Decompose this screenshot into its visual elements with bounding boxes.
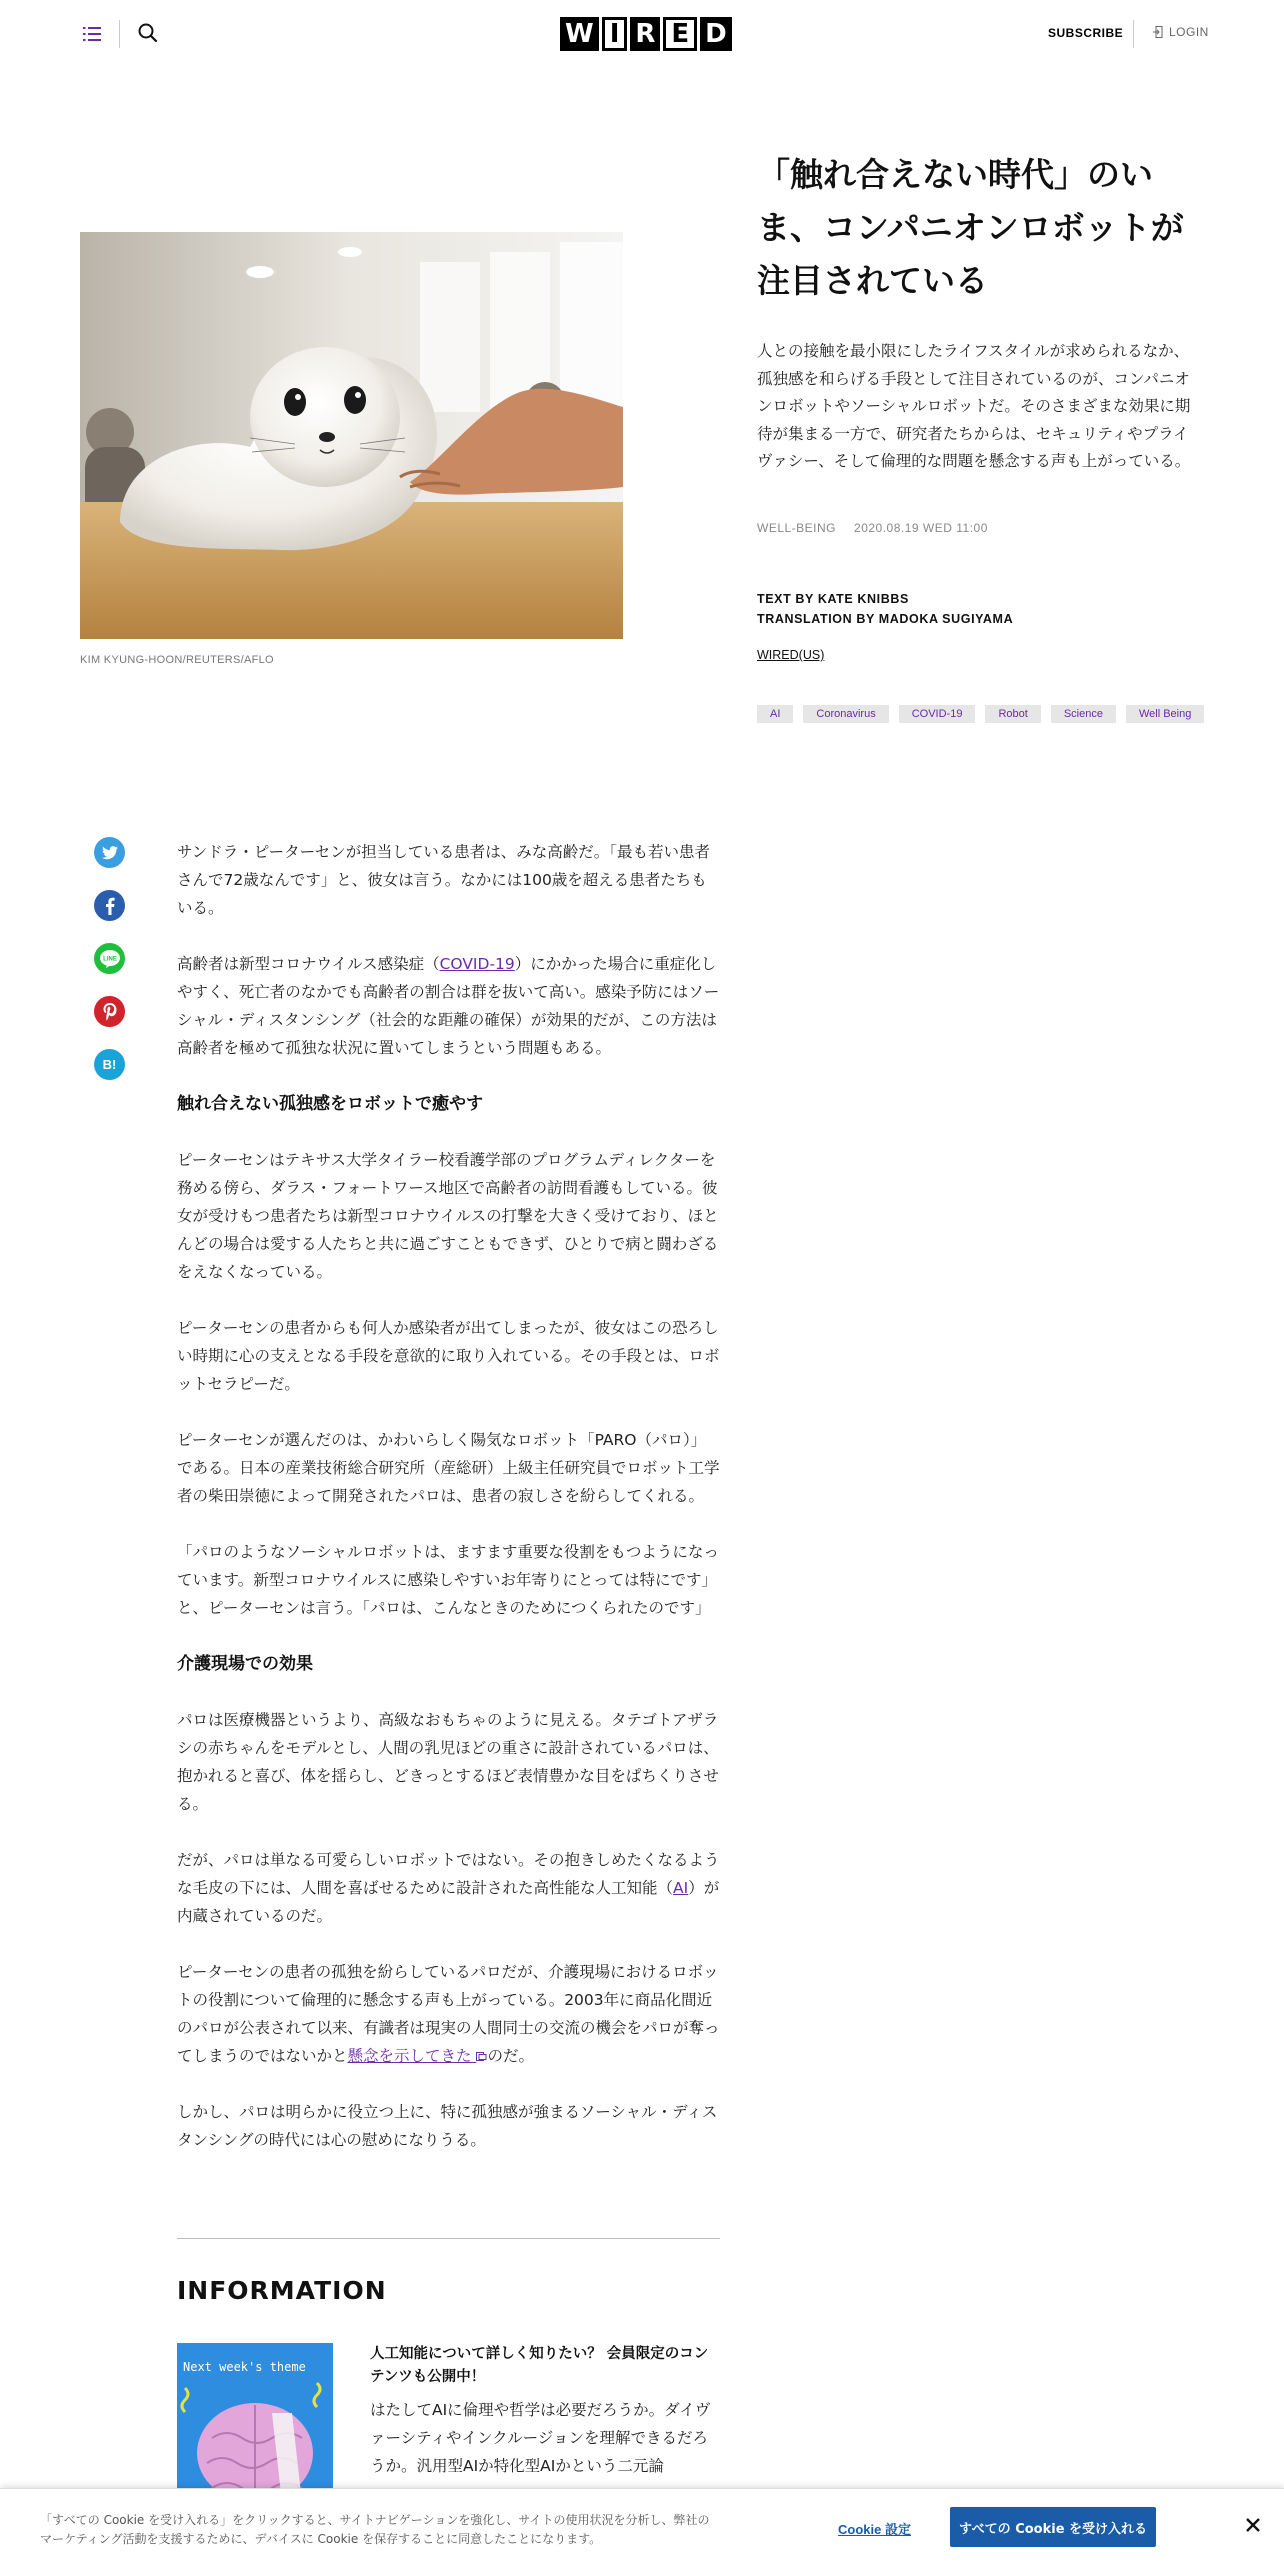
byline-author[interactable]: TEXT BY KATE KNIBBS <box>757 592 909 606</box>
article-meta <box>757 521 988 535</box>
paragraph-text: ピーターセンの患者の孤独を紛らしているパロだが、介護現場におけるロボットの役割について倫理的に懸念する声も上がっている。2003年に商品化間近のパロが公表されて以来、有識者は現実の人間同士の交流の機会をパロが奪ってしまうのではないかと <box>177 1963 720 2065</box>
login-icon <box>1153 26 1163 38</box>
search-icon[interactable] <box>137 22 161 46</box>
article-dek: 人との接触を最小限にしたライフスタイルが求められるなか、孤独感を和らげる手段として注目されているのが、コンパニオンロボットやソーシャルロボットだ。そのさまざまな効果に期待が集まる一方で、研究者たちからは、セキュリティやプライヴァシー、そして倫理的な問題を懸念する声も上がっている。 <box>757 342 1191 470</box>
paragraph-text: のだ。 <box>487 2047 534 2065</box>
tag-coronavirus[interactable]: Coronavirus <box>803 705 888 723</box>
paragraph: ピーターセンの患者からも何人か感染者が出てしまったが、彼女はこの恐ろしい時期に心の支えとなる手段を意欲的に取り入れている。その手段とは、ロボットセラピーだ。 <box>177 1319 720 1393</box>
section-heading: 触れ合えない孤独感をロボットで癒やす <box>177 1094 483 1114</box>
byline-translator: TRANSLATION BY MADOKA SUGIYAMA <box>757 612 1014 626</box>
tag-list <box>757 705 1204 723</box>
paragraph-text: 高齢者は新型コロナウイルス感染症（ <box>177 955 440 973</box>
close-icon[interactable] <box>1245 2517 1265 2537</box>
concern-link[interactable] <box>348 2047 488 2065</box>
subscribe-link[interactable]: SUBSCRIBE <box>1048 26 1124 40</box>
logo-letter-i: I <box>602 17 628 51</box>
article-body <box>177 838 720 2182</box>
ai-link[interactable]: AI <box>673 1879 689 1897</box>
tag-science[interactable]: Science <box>1051 705 1116 723</box>
paragraph: パロは医療機器というより、高級なおもちゃのように見える。タテゴトアザラシの赤ちゃんをモデルとし、人間の乳児ほどの重さに設計されているパロは、抱かれると喜び、体を揺らし、どきっとするほど表情豊かな目をぱちくりさせる。 <box>177 1711 719 1813</box>
paragraph: しかし、パロは明らかに役立つ上に、特に孤独感が強まるソーシャル・ディスタンシングの時代には心の慰めになりうる。 <box>177 2103 718 2149</box>
logo-letter-e: E <box>663 17 697 51</box>
logo-letter-w: W <box>560 17 599 51</box>
site-header <box>0 0 1284 68</box>
paragraph: 「パロのようなソーシャルロボットは、ますます重要な役割をもつようになっています。新型コロナウイルスに感染しやすいお年寄りにとっては特にです」と、ピーターセンは言う。「パロは、こんなときのためにつくられたのです」 <box>177 1543 719 1617</box>
tag-robot[interactable]: Robot <box>985 705 1040 723</box>
header-divider <box>1133 20 1134 48</box>
byline <box>757 589 1013 629</box>
share-bar <box>94 837 125 1080</box>
paragraph-text: だが、パロは単なる可愛らしいロボットではない。その抱きしめたくなるような毛皮の下には、人間を喜ばせるために設計された高性能な人工知能（ <box>177 1851 720 1897</box>
logo-letter-r: R <box>630 17 660 51</box>
cookie-text: 「すべての Cookie を受け入れる」をクリックすると、サイトナビゲーションを強化し、サイトの使用状況を分析し、弊社のマーケティング活動を支援するために、デバイスに Cookie を保存することに同意したことになります。 <box>40 2513 710 2546</box>
external-link-icon <box>476 2052 487 2061</box>
tag-ai[interactable]: AI <box>757 705 793 723</box>
paragraph <box>177 950 720 1062</box>
paragraph <box>177 1958 720 2070</box>
information-image-text: Next week's theme <box>183 2360 306 2374</box>
menu-icon[interactable] <box>80 22 104 46</box>
hatena-icon[interactable]: B! <box>94 1049 125 1080</box>
paragraph <box>177 1846 720 1930</box>
paragraph-text: ）にかかった場合に重症化しやすく、死亡者のなかでも高齢者の割合は群を抜いて高い。感染予防にはソーシャル・ディスタンシング（社会的な距離の確保）が効果的だが、この方法は高齢者を極めて孤独な状況に置いてしまうという問題もある。 <box>177 955 720 1057</box>
section-heading: 介護現場での効果 <box>177 1654 313 1674</box>
tag-well-being[interactable]: Well Being <box>1126 705 1204 723</box>
tag-covid-19[interactable]: COVID-19 <box>899 705 976 723</box>
hero-image-paro-robot <box>80 232 623 639</box>
wired-logo[interactable] <box>560 17 732 51</box>
source-link[interactable]: WIRED(US) <box>757 648 825 662</box>
information-heading: INFORMATION <box>177 2276 387 2305</box>
login-label: LOGIN <box>1169 25 1209 39</box>
image-credit: KIM KYUNG-HOON/REUTERS/AFLO <box>80 654 274 666</box>
paragraph: サンドラ・ピーターセンが担当している患者は、みな高齢だ。「最も若い患者さんで72歳なんです」と、彼女は言う。なかには100歳を超える患者たちもいる。 <box>177 843 711 917</box>
article-title: 「触れ合えない時代」のいま、コンパニオンロボットが注目されている <box>757 155 1184 300</box>
accept-all-cookies-button[interactable]: すべての Cookie を受け入れる <box>950 2507 1156 2547</box>
pinterest-icon[interactable] <box>94 996 125 1027</box>
line-label: LINE <box>102 956 117 962</box>
information-text: はたしてAIに倫理や哲学は必要だろうか。ダイヴァーシティやインクルージョンを理解できるだろうか。汎用型AIか特化型AIかという二元論 <box>370 2401 711 2475</box>
twitter-icon[interactable] <box>94 837 125 868</box>
section-divider <box>177 2238 720 2239</box>
facebook-icon[interactable] <box>94 890 125 921</box>
information-image[interactable] <box>177 2343 333 2503</box>
login-link[interactable] <box>1153 25 1209 39</box>
paragraph: ピーターセンが選んだのは、かわいらしく陽気なロボット「PARO（パロ）」である。日本の産業技術総合研究所（産総研）上級主任研究員でロボット工学者の柴田崇徳によって開発されたパロは、患者の寂しさを紛らしてくれる。 <box>177 1431 720 1505</box>
publish-date: 2020.08.19 WED 11:00 <box>854 521 988 535</box>
category-link[interactable]: WELL-BEING <box>757 521 837 535</box>
cookie-banner <box>0 2488 1284 2568</box>
paragraph-text: ）が内蔵されているのだ。 <box>177 1879 720 1925</box>
information-title[interactable]: 人工知能について詳しく知りたい？ 会員限定のコンテンツも公開中！ <box>370 2346 709 2385</box>
logo-letter-d: D <box>700 17 732 51</box>
covid-19-link[interactable]: COVID-19 <box>439 955 515 973</box>
concern-link-text: 懸念を示してきた <box>347 2047 472 2065</box>
header-divider <box>119 20 120 48</box>
cookie-settings-button[interactable]: Cookie 設定 <box>838 2522 911 2537</box>
paragraph: ピーターセンはテキサス大学タイラー校看護学部のプログラムディレクターを務める傍ら、ダラス・フォートワース地区で高齢者の訪問看護もしている。彼女が受けもつ患者たちは新型コロナウイルスの打撃を大きく受けており、ほとんどの場合は愛する人たちと共に過ごすこともできず、ひとりで病と闘わざるをえなくなっている。 <box>177 1151 719 1281</box>
line-icon[interactable] <box>94 943 125 974</box>
